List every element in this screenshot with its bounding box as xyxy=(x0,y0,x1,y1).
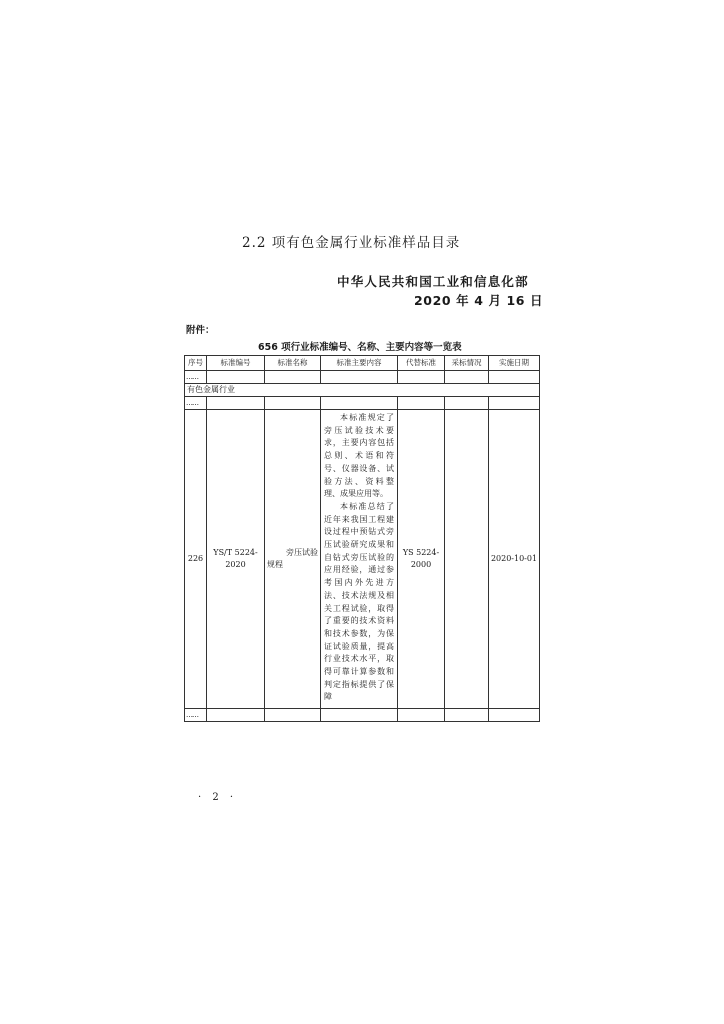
ellipsis-cell: …… xyxy=(185,709,207,722)
adoption-status xyxy=(445,410,489,709)
category-row xyxy=(185,384,540,397)
issuer-name: 中华人民共和国工业和信息化部 xyxy=(337,274,529,289)
standard-name-line2: 规程 xyxy=(267,560,283,569)
replaced-standard xyxy=(398,410,445,709)
header-code: 标准编号 xyxy=(207,356,265,371)
attachment-label: 附件： xyxy=(186,325,215,336)
catalog-heading: 2.2 项有色金属行业标准样品目录 xyxy=(242,235,461,251)
standard-content xyxy=(321,410,398,709)
row-number: 226 xyxy=(185,410,207,709)
ellipsis-row xyxy=(185,371,540,384)
standards-table xyxy=(184,355,540,722)
ellipsis-row xyxy=(185,397,540,410)
content-paragraph-2: 本标准总结了近年来我国工程建设过程中预钻式旁压试验研究成果和自钻式旁压试验的应用经验，通过参考国内外先进方法、技术法规及相关工程试验，取得了重要的技术资料和技术参数，为保证试验质量，提高行业技术水平，取得可靠计算参数和判定指标提供了保障 xyxy=(324,501,394,702)
header-no: 序号 xyxy=(185,356,207,371)
table-row xyxy=(185,410,540,709)
page-number: · 2 · xyxy=(198,792,238,803)
table-title: 656 项行业标准编号、名称、主要内容等一览表 xyxy=(258,342,462,353)
replaced-standard-line1: YS 5224- xyxy=(402,548,440,557)
content-paragraph-1: 本标准规定了旁压试验技术要求，主要内容包括总则、术语和符号、仪器设备、试验方法、资料整理、成果应用等。 xyxy=(324,413,394,499)
standard-name xyxy=(265,410,321,709)
standard-name-line1: 旁压试验 xyxy=(286,548,318,557)
table-header-row xyxy=(185,356,540,371)
ellipsis-cell: …… xyxy=(185,371,207,384)
header-date: 实施日期 xyxy=(489,356,540,371)
ellipsis-row xyxy=(185,709,540,722)
ellipsis-cell: …… xyxy=(185,397,207,410)
header-adoption: 采标情况 xyxy=(445,356,489,371)
standard-code-line2: 2020 xyxy=(225,560,246,569)
header-replaces: 代替标准 xyxy=(398,356,445,371)
issue-date: 2020 年 4 月 16 日 xyxy=(414,293,544,308)
category-cell: 有色金属行业 xyxy=(185,384,540,397)
standard-code-line1: YS/T 5224- xyxy=(213,548,258,557)
standard-code xyxy=(207,410,265,709)
header-name: 标准名称 xyxy=(265,356,321,371)
header-content: 标准主要内容 xyxy=(321,356,398,371)
implementation-date: 2020-10-01 xyxy=(489,410,540,709)
replaced-standard-line2: 2000 xyxy=(410,560,432,569)
